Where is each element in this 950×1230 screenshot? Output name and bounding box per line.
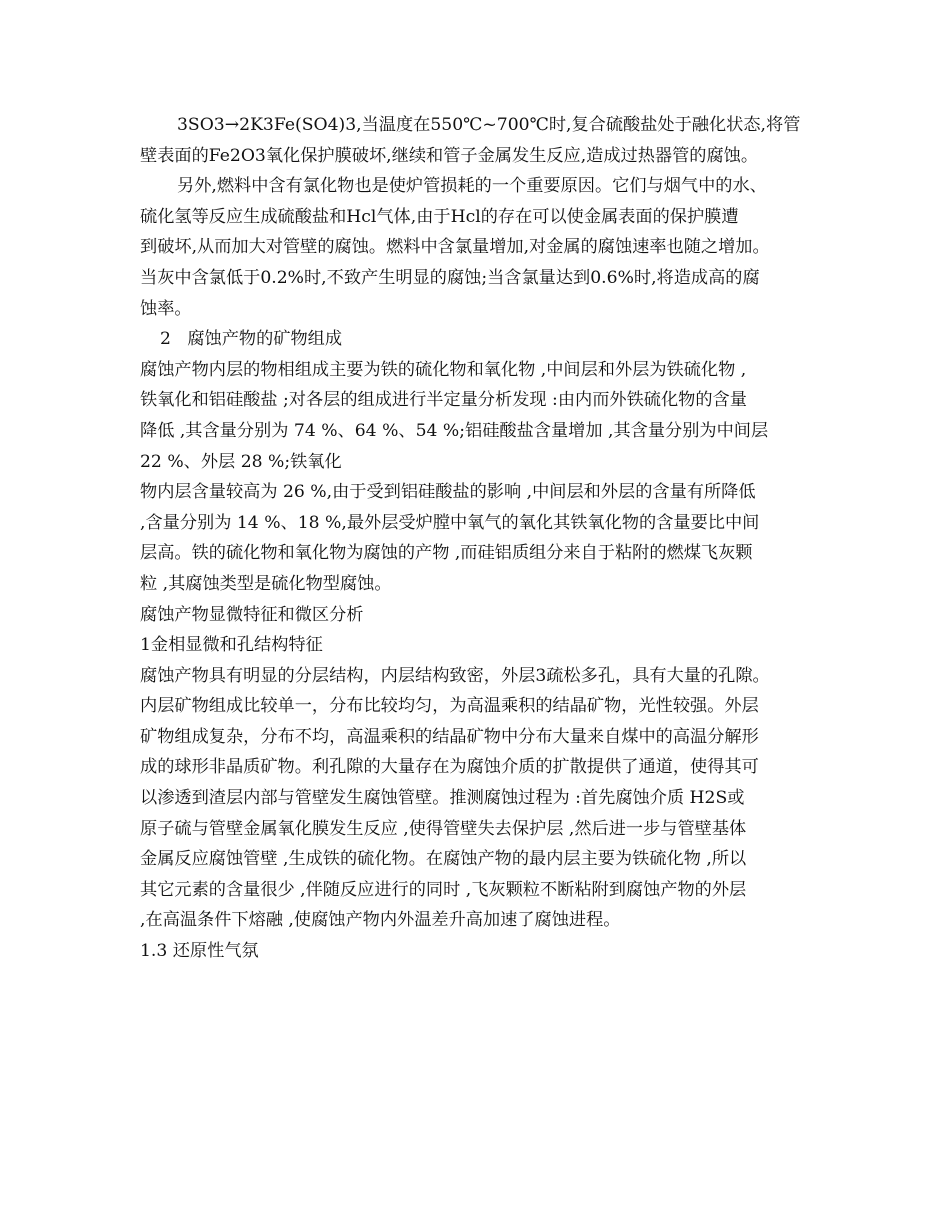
text-line: 另外,燃料中含有氯化物也是使炉管损耗的一个重要原因。它们与烟气中的水、 (177, 176, 767, 197)
text-line: 铁氧化和铝硅酸盐 ;对各层的组成进行半定量分析发现 :由内而外铁硫化物的含量 (140, 390, 747, 411)
paragraph-corrosion-process (140, 661, 820, 936)
text-line: 腐蚀产物内层的物相组成主要为铁的硫化物和氧化物 ,中间层和外层为铁硫化物 , (140, 359, 747, 380)
text-line: ,含量分别为 14 %、18 %,最外层受炉膛中氧气的氧化其铁氧化物的含量要比中间 (140, 512, 760, 533)
text-line: 22 %、外层 28 %;铁氧化 (140, 451, 342, 472)
text-line: 矿物组成复杂，分布不均，高温乘积的结晶矿物中分布大量来自煤中的高温分解形 (140, 726, 759, 747)
text-line: 其它元素的含量很少 ,伴随反应进行的同时 ,飞灰颗粒不断粘附到腐蚀产物的外层 (140, 879, 747, 900)
text-line: 粒 ,其腐蚀类型是硫化物型腐蚀。 (140, 573, 392, 594)
paragraph-sulfate-melting (140, 110, 820, 171)
section-heading: 2 腐蚀产物的矿物组成 (160, 329, 343, 350)
text-line: 层高。铁的硫化物和氧化物为腐蚀的产物 ,而硅铝质组分来自于粘附的燃煤飞灰颗 (140, 543, 753, 564)
subsection-heading-pore-structure (140, 630, 820, 661)
section-heading-mineral-composition (140, 324, 820, 355)
text-line: 硫化氢等反应生成硫酸盐和Hcl气体,由于Hcl的存在可以使金属表面的保护膜遭 (140, 206, 739, 227)
text-line: 3SO3→2K3Fe(SO4)3,当温度在550℃~700℃时,复合硫酸盐处于融化状态,将管 (177, 115, 801, 135)
text-line: 当灰中含氯低于0.2%时,不致产生明显的腐蚀;当含氯量达到0.6%时,将造成高的腐 (140, 267, 760, 288)
subsection-heading-reducing-atmosphere (140, 936, 820, 967)
paragraph-layer-phases (140, 355, 820, 477)
text-line: 成的球形非晶质矿物。利孔隙的大量存在为腐蚀介质的扩散提供了通道，使得其可 (140, 757, 759, 778)
section-heading-microscopic-features (140, 600, 820, 631)
text-line: 降低 ,其含量分别为 74 %、64 %、54 %;铝硅酸盐含量增加 ,其含量分别为中间层 (140, 420, 769, 441)
text-line: 腐蚀产物具有明显的分层结构，内层结构致密，外层3疏松多孔，具有大量的孔隙。 (140, 665, 770, 686)
section-heading: 腐蚀产物显微特征和微区分析 (140, 604, 364, 625)
text-line: 原子硫与管壁金属氧化膜发生反应 ,使得管壁失去保护层 ,然后进一步与管壁基体 (140, 818, 747, 839)
text-line: 内层矿物组成比较单一，分布比较均匀，为高温乘积的结晶矿物，光性较强。外层 (140, 696, 759, 717)
document-page (140, 110, 820, 967)
text-line: 到破坏,从而加大对管壁的腐蚀。燃料中含氯量增加,对金属的腐蚀速率也随之增加。 (140, 237, 770, 258)
paragraph-iron-oxide-content (140, 477, 820, 599)
text-line: 金属反应腐蚀管壁 ,生成铁的硫化物。在腐蚀产物的最内层主要为铁硫化物 ,所以 (140, 849, 747, 870)
paragraph-chloride-corrosion (140, 171, 820, 324)
text-line: 蚀率。 (140, 298, 192, 319)
text-line: ,在高温条件下熔融 ,使腐蚀产物内外温差升高加速了腐蚀进程。 (140, 910, 621, 931)
subsection-heading: 1.3 还原性气氛 (140, 941, 259, 962)
text-line: 物内层含量较高为 26 %,由于受到铝硅酸盐的影响 ,中间层和外层的含量有所降低 (140, 482, 756, 503)
text-line: 壁表面的Fe2O3氧化保护膜破坏,继续和管子金属发生反应,造成过热器管的腐蚀。 (140, 145, 759, 166)
text-line: 以渗透到渣层内部与管壁发生腐蚀管壁。推测腐蚀过程为 :首先腐蚀介质 H2S或 (140, 788, 745, 809)
subsection-heading: 1金相显微和孔结构特征 (140, 635, 323, 656)
